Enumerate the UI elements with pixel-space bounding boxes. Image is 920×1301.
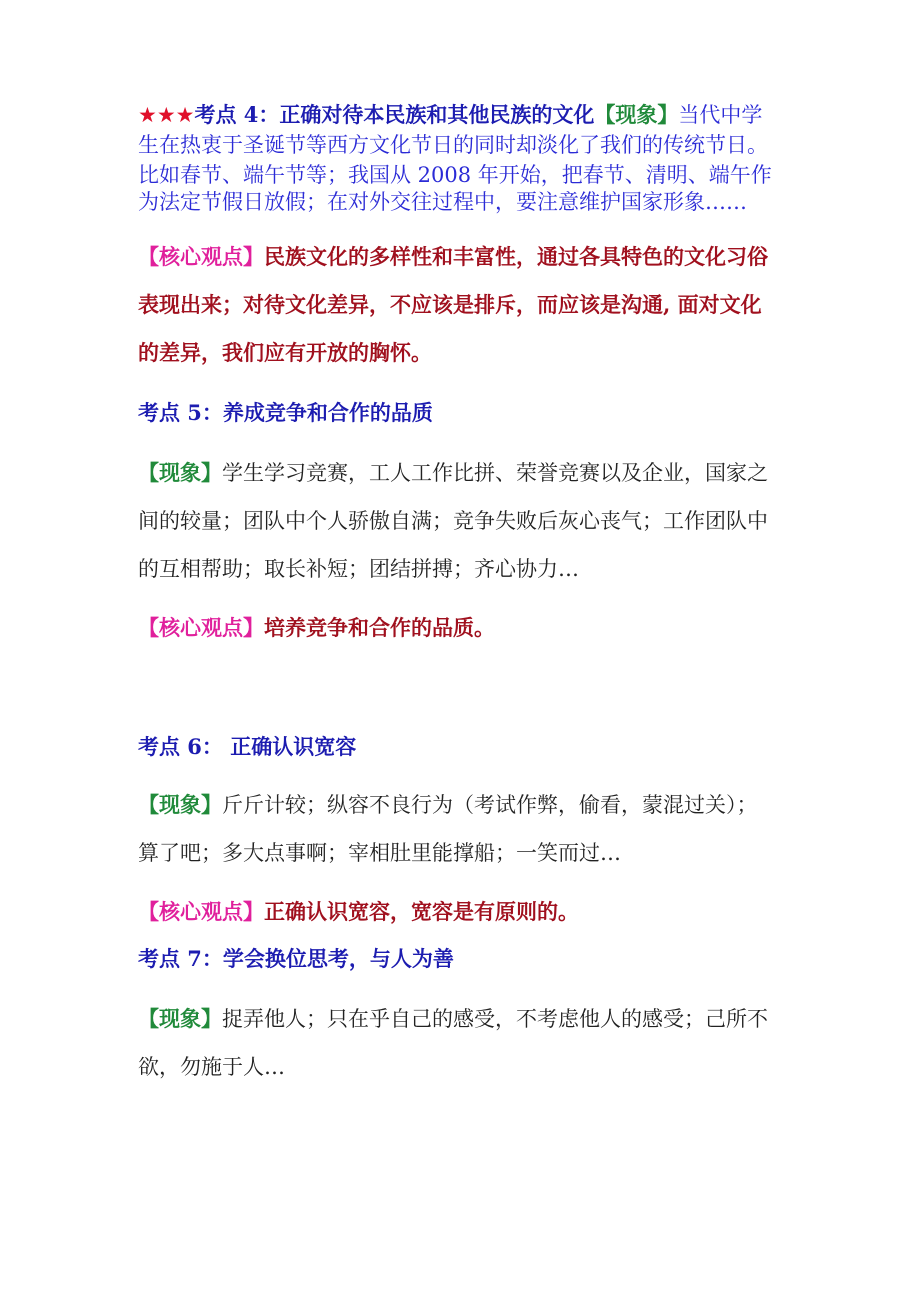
section7-heading: 考点 7：学会换位思考，与人为善 [138, 946, 454, 971]
section6-phenomenon-line-1 [138, 790, 818, 820]
section5-core-label: 【核心观点】 [138, 615, 264, 640]
section7-phenomenon-line: 欲，勿施于人… [138, 1055, 285, 1079]
section4-line-1 [138, 100, 818, 130]
section7-phenomenon-line-1 [138, 1004, 818, 1034]
section6-core-text: 正确认识宽容，宽容是有原则的。 [264, 899, 579, 924]
section5-heading: 考点 5：养成竞争和合作的品质 [138, 400, 433, 425]
section6-core-label: 【核心观点】 [138, 899, 264, 924]
section7-phenomenon-text: 捉弄他人；只在乎自己的感受，不考虑他人的感受；己所不 [222, 1007, 768, 1031]
section6-phenomenon-line: 算了吧；多大点事啊；宰相肚里能撑船；一笑而过… [138, 841, 621, 865]
section4-core-line-1 [138, 242, 818, 272]
section5-phenomenon-line-1 [138, 458, 818, 488]
section6-phenomenon-text: 斤斤计较；纵容不良行为（考试作弊，偷看，蒙混过关）； [222, 793, 758, 817]
section4-core-line: 的差异，我们应有开放的胸怀。 [138, 340, 432, 365]
section4-phenomenon-line: 生在热衷于圣诞节等西方文化节日的同时却淡化了我们的传统节日。 [138, 133, 768, 157]
section4-heading: 考点 4：正确对待本民族和其他民族的文化 [194, 102, 595, 127]
section4-core-line: 表现出来；对待文化差异，不应该是排斥，而应该是沟通, 面对文化 [138, 292, 762, 317]
section4-core-label: 【核心观点】 [138, 244, 264, 269]
section4-phenomenon-line: 比如春节、端午节等；我国从 2008 年开始，把春节、清明、端午作 [138, 163, 772, 187]
section4-phenomenon-line: 为法定节假日放假；在对外交往过程中，要注意维护国家形象…… [138, 190, 747, 214]
section6-core-line [138, 897, 818, 927]
section5-phenomenon-line: 的互相帮助；取长补短；团结拼搏；齐心协力… [138, 557, 579, 581]
section4-phenomenon-text: 当代中学 [678, 103, 763, 127]
section6-phenomenon-label: 【现象】 [138, 792, 222, 817]
section4-phenomenon-label: 【现象】 [594, 102, 679, 127]
section6-heading: 考点 6： 正确认识宽容 [138, 734, 357, 759]
star-rating-icon: ★★★ [138, 103, 195, 127]
section5-phenomenon-label: 【现象】 [138, 460, 222, 485]
section5-phenomenon-line: 间的较量；团队中个人骄傲自满；竞争失败后灰心丧气；工作团队中 [138, 509, 768, 533]
section4-core-text: 民族文化的多样性和丰富性，通过各具特色的文化习俗 [264, 244, 768, 269]
section7-phenomenon-label: 【现象】 [138, 1006, 222, 1031]
section5-phenomenon-text: 学生学习竞赛，工人工作比拼、荣誉竞赛以及企业，国家之 [222, 461, 768, 485]
section5-core-text: 培养竞争和合作的品质。 [264, 615, 495, 640]
section5-core-line [138, 613, 818, 643]
